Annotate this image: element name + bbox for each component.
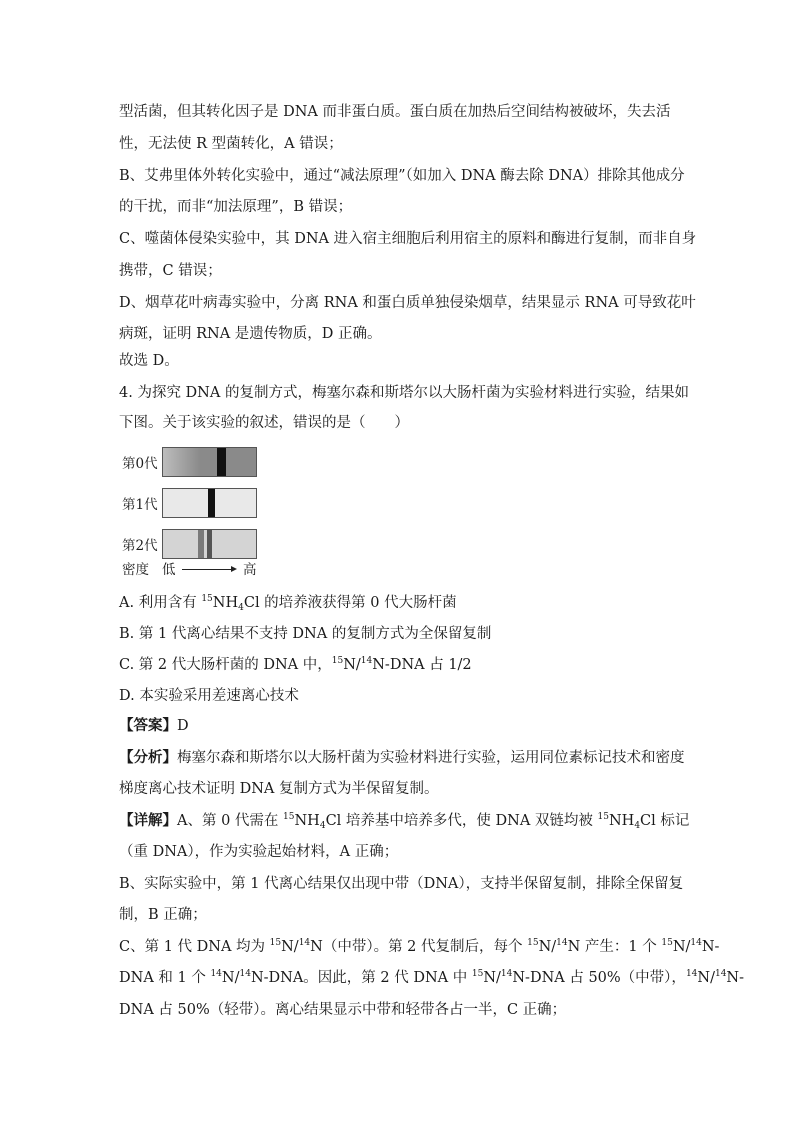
text-line: 性，无法使 R 型菌转化，A 错误； — [119, 136, 343, 152]
heavy-band — [217, 448, 226, 476]
text-line: 的干扰，而非“加法原理”，B 错误； — [119, 199, 353, 215]
detail-b: 制，B 正确； — [119, 907, 207, 923]
density-arrow — [182, 569, 235, 570]
text-line: 型活菌，但其转化因子是 DNA 而非蛋白质。蛋白质在加热后空间结构被破坏，失去活 — [119, 104, 671, 120]
gen1-tube — [162, 488, 257, 518]
middle-band — [208, 489, 215, 517]
text-line: 携带，C 错误； — [119, 263, 222, 279]
gen0-label: 第0代 — [122, 456, 158, 472]
middle-band — [207, 530, 212, 558]
option-d: D. 本实验采用差速离心技术 — [119, 688, 299, 704]
gen1-label: 第1代 — [122, 497, 158, 513]
answer: 【答案】D — [119, 717, 189, 734]
analysis: 【分析】梅塞尔森和斯塔尔以大肠杆菌为实验材料进行实验，运用同位素标记技术和密度 — [119, 749, 685, 766]
density-low: 低 — [162, 562, 176, 578]
option-c: C. 第 2 代大肠杆菌的 DNA 中，$^{15}$N/$^{14}$N-DNA 占 1/2 — [119, 656, 472, 673]
text-line: 故选 D。 — [119, 353, 179, 369]
light-band — [198, 530, 204, 558]
density-high: 高 — [243, 562, 257, 578]
gen2-label: 第2代 — [122, 538, 158, 554]
gen0-tube — [162, 447, 257, 477]
question-4-stem: 下图。关于该实验的叙述，错误的是（ ） — [119, 415, 409, 431]
text-line: 病斑，证明 RNA 是遗传物质，D 正确。 — [119, 326, 382, 342]
detail-b: B、实际实验中，第 1 代离心结果仅出现中带（DNA），支持半保留复制，排除全保留复 — [119, 876, 684, 892]
detail-c: C、第 1 代 DNA 均为 $^{15}$N/$^{14}$N（中带）。第 2 代复制后，每个 $^{15}$N/$^{14}$N 产生：1 个 $^{15}$N/$^{14}$N- — [119, 938, 720, 955]
question-4-stem: 4. 为探究 DNA 的复制方式，梅塞尔森和斯塔尔以大肠杆菌为实验材料进行实验，结果如 — [119, 385, 689, 401]
detail-a: （重 DNA），作为实验起始材料，A 正确； — [119, 844, 399, 860]
text-line: C、噬菌体侵染实验中，其 DNA 进入宿主细胞后利用宿主的原料和酶进行复制，而非自身 — [119, 231, 697, 247]
option-a: A. 利用含有 $^{15}NH_4Cl$ 的培养液获得第 0 代大肠杆菌 — [119, 594, 457, 613]
detail-a: 【详解】A、第 0 代需在 $^{15}NH_4Cl$ 培养基中培养多代，使 DNA 双链均被 $^{15}NH_4Cl$ 标记 — [119, 812, 690, 831]
detail-c: DNA 占 50%（轻带）。离心结果显示中带和轻带各占一半，C 正确； — [119, 1002, 567, 1018]
detail-c: DNA 和 1 个 $^{14}$N/$^{14}$N-DNA。因此，第 2 代 DNA 中 $^{15}$N/$^{14}$N-DNA 占 50%（中带），$^{14}$N/$^{14}$N- — [119, 969, 745, 986]
text-line: B、艾弗里体外转化实验中，通过“减法原理”（如加入 DNA 酶去除 DNA）排除其他成分 — [119, 168, 685, 184]
option-b: B. 第 1 代离心结果不支持 DNA 的复制方式为全保留复制 — [119, 626, 492, 642]
gen2-tube — [162, 529, 257, 559]
density-label: 密度 — [122, 562, 149, 578]
analysis: 梯度离心技术证明 DNA 复制方式为半保留复制。 — [119, 781, 439, 797]
text-line: D、烟草花叶病毒实验中，分离 RNA 和蛋白质单独侵染烟草，结果显示 RNA 可导致花叶 — [119, 295, 696, 311]
